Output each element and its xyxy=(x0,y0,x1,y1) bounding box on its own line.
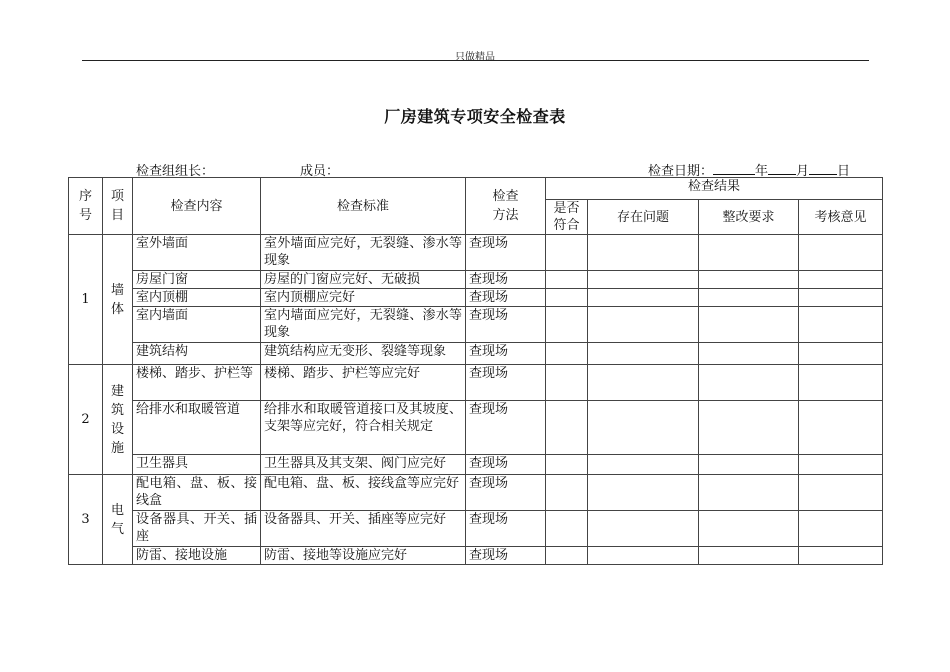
header-result: 检查结果 xyxy=(546,178,883,200)
row-standard: 房屋的门窗应完好、无破损 xyxy=(261,271,466,289)
cell-rectify[interactable] xyxy=(699,307,799,343)
row-content: 设备器具、开关、插座 xyxy=(133,511,261,547)
header-rectify: 整改要求 xyxy=(699,200,799,235)
row-method: 查现场 xyxy=(466,307,546,343)
cell-opinion[interactable] xyxy=(799,235,883,271)
document-title: 厂房建筑专项安全检查表 xyxy=(384,107,566,126)
row-method: 查现场 xyxy=(466,455,546,475)
table-row xyxy=(69,289,883,307)
cell-conform[interactable] xyxy=(546,547,588,565)
row-standard: 室内墙面应完好，无裂缝、渗水等现象 xyxy=(261,307,466,343)
leader-label: 检查组组长： xyxy=(136,164,215,179)
row-standard: 设备器具、开关、插座等应完好 xyxy=(261,511,466,547)
inspection-table xyxy=(68,177,883,565)
row-content: 室内顶棚 xyxy=(133,289,261,307)
cell-conform[interactable] xyxy=(546,343,588,365)
cell-rectify[interactable] xyxy=(699,365,799,401)
row-standard: 给排水和取暖管道接口及其坡度、支架等应完好，符合相关规定 xyxy=(261,401,466,455)
row-content: 卫生器具 xyxy=(133,455,261,475)
row-content: 室外墙面 xyxy=(133,235,261,271)
row-standard: 室内顶棚应完好 xyxy=(261,289,466,307)
table-row xyxy=(69,343,883,365)
members-label: 成员： xyxy=(300,164,340,179)
cell-conform[interactable] xyxy=(546,307,588,343)
row-standard: 建筑结构应无变形、裂缝等现象 xyxy=(261,343,466,365)
cell-issues[interactable] xyxy=(588,289,699,307)
cell-issues[interactable] xyxy=(588,475,699,511)
cell-opinion[interactable] xyxy=(799,307,883,343)
cell-issues[interactable] xyxy=(588,547,699,565)
header-standard: 检查标准 xyxy=(261,178,466,235)
cell-conform[interactable] xyxy=(546,289,588,307)
group-item: 墙体 xyxy=(103,235,133,365)
table-row xyxy=(69,547,883,565)
row-standard: 配电箱、盘、板、接线盒等应完好 xyxy=(261,475,466,511)
row-method: 查现场 xyxy=(466,475,546,511)
cell-issues[interactable] xyxy=(588,307,699,343)
row-method: 查现场 xyxy=(466,401,546,455)
year-blank xyxy=(713,163,755,175)
header-opinion: 考核意见 xyxy=(799,200,883,235)
table-row xyxy=(69,475,883,511)
cell-opinion[interactable] xyxy=(799,271,883,289)
row-content: 建筑结构 xyxy=(133,343,261,365)
cell-opinion[interactable] xyxy=(799,547,883,565)
cell-rectify[interactable] xyxy=(699,235,799,271)
table-row xyxy=(69,365,883,401)
cell-opinion[interactable] xyxy=(799,289,883,307)
cell-conform[interactable] xyxy=(546,511,588,547)
table-body xyxy=(69,178,883,565)
row-method: 查现场 xyxy=(466,235,546,271)
row-method: 查现场 xyxy=(466,511,546,547)
cell-opinion[interactable] xyxy=(799,401,883,455)
cell-rectify[interactable] xyxy=(699,455,799,475)
table-row xyxy=(69,307,883,343)
row-method: 查现场 xyxy=(466,365,546,401)
cell-opinion[interactable] xyxy=(799,365,883,401)
header-method: 检查方法 xyxy=(466,178,546,235)
table-row xyxy=(69,271,883,289)
row-method: 查现场 xyxy=(466,271,546,289)
row-standard: 室外墙面应完好，无裂缝、渗水等现象 xyxy=(261,235,466,271)
header-seq: 序号 xyxy=(69,178,103,235)
cell-conform[interactable] xyxy=(546,365,588,401)
row-standard: 楼梯、踏步、护栏等应完好 xyxy=(261,365,466,401)
cell-rectify[interactable] xyxy=(699,547,799,565)
cell-opinion[interactable] xyxy=(799,343,883,365)
cell-issues[interactable] xyxy=(588,365,699,401)
table-row xyxy=(69,235,883,271)
header-issues: 存在问题 xyxy=(588,200,699,235)
cell-issues[interactable] xyxy=(588,235,699,271)
cell-conform[interactable] xyxy=(546,271,588,289)
row-content: 室内墙面 xyxy=(133,307,261,343)
cell-conform[interactable] xyxy=(546,475,588,511)
row-method: 查现场 xyxy=(466,289,546,307)
table-row xyxy=(69,401,883,455)
date-label: 检查日期： xyxy=(648,164,714,179)
table-row xyxy=(69,455,883,475)
header-divider xyxy=(82,60,869,61)
row-content: 房屋门窗 xyxy=(133,271,261,289)
day-label: 日 xyxy=(837,164,851,179)
cell-rectify[interactable] xyxy=(699,475,799,511)
cell-conform[interactable] xyxy=(546,401,588,455)
row-content: 楼梯、踏步、护栏等 xyxy=(133,365,261,401)
month-label: 月 xyxy=(796,164,810,179)
cell-issues[interactable] xyxy=(588,455,699,475)
cell-conform[interactable] xyxy=(546,235,588,271)
month-blank xyxy=(768,163,796,175)
cell-rectify[interactable] xyxy=(699,511,799,547)
header-conform: 是否符合 xyxy=(546,200,588,235)
day-blank xyxy=(809,163,837,175)
cell-issues[interactable] xyxy=(588,401,699,455)
group-item: 电气 xyxy=(103,475,133,565)
page-header-text: 只做精品 xyxy=(455,52,495,63)
table-row xyxy=(69,511,883,547)
row-standard: 防雷、接地等设施应完好 xyxy=(261,547,466,565)
row-method: 查现场 xyxy=(466,547,546,565)
group-item: 建筑设施 xyxy=(103,365,133,475)
cell-opinion[interactable] xyxy=(799,455,883,475)
cell-rectify[interactable] xyxy=(699,401,799,455)
header-content: 检查内容 xyxy=(133,178,261,235)
cell-issues[interactable] xyxy=(588,343,699,365)
group-seq: 1 xyxy=(69,235,103,365)
cell-opinion[interactable] xyxy=(799,475,883,511)
row-standard: 卫生器具及其支架、阀门应完好 xyxy=(261,455,466,475)
cell-rectify[interactable] xyxy=(699,343,799,365)
header-row xyxy=(69,178,883,200)
cell-conform[interactable] xyxy=(546,455,588,475)
group-seq: 2 xyxy=(69,365,103,475)
row-content: 配电箱、盘、板、接线盒 xyxy=(133,475,261,511)
row-content: 给排水和取暖管道 xyxy=(133,401,261,455)
header-item: 项目 xyxy=(103,178,133,235)
cell-rectify[interactable] xyxy=(699,289,799,307)
year-label: 年 xyxy=(755,164,769,179)
cell-opinion[interactable] xyxy=(799,511,883,547)
row-method: 查现场 xyxy=(466,343,546,365)
cell-rectify[interactable] xyxy=(699,271,799,289)
group-seq: 3 xyxy=(69,475,103,565)
row-content: 防雷、接地设施 xyxy=(133,547,261,565)
cell-issues[interactable] xyxy=(588,271,699,289)
cell-issues[interactable] xyxy=(588,511,699,547)
